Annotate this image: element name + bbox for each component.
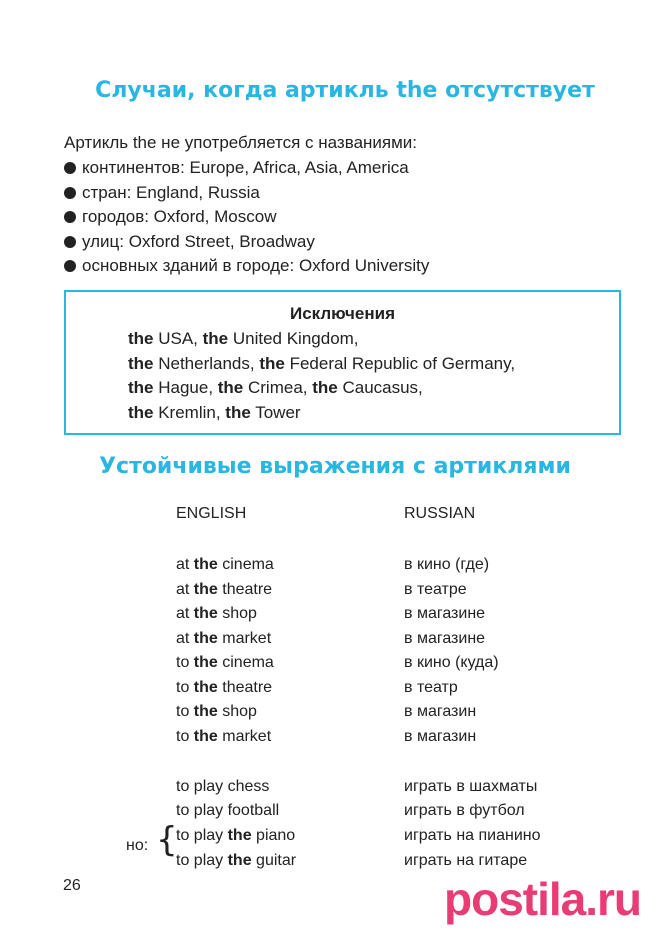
bullet-text: городов: Oxford, Moscow — [82, 207, 277, 226]
expression-part: cinema — [217, 556, 274, 573]
expression-english — [176, 603, 257, 627]
article-word: the — [193, 728, 218, 745]
expression-english — [176, 628, 271, 652]
article-word: the — [259, 353, 285, 373]
article-word: the — [227, 827, 252, 844]
bullet-text: континентов: Europe, Africa, Asia, America — [82, 158, 409, 177]
expression-english — [176, 776, 269, 800]
section-heading-set-expressions: Устойчивые выражения с артиклями — [99, 454, 571, 479]
intro-text: Артикль the не употребляется с названиями: — [64, 133, 418, 152]
expression-english — [176, 800, 279, 824]
expression-part: market — [217, 728, 272, 745]
exception-text: Netherlands, — [153, 353, 260, 373]
page-number: 26 — [63, 877, 81, 894]
article-word: the — [217, 378, 244, 397]
article-word: the — [312, 378, 338, 397]
expression-part: to play football — [176, 802, 280, 819]
section-heading-no-article: Случаи, когда артикль the отсутствует — [95, 78, 595, 103]
expression-russian: в магазине — [404, 605, 486, 622]
article-word: the — [193, 654, 218, 671]
expression-english — [176, 825, 295, 849]
expression-english — [176, 726, 271, 750]
article-word: the — [202, 329, 229, 348]
expression-part: at — [176, 630, 194, 647]
watermark-logo: postila.ru — [444, 873, 642, 925]
list-item — [64, 206, 429, 231]
bullet-dot-icon — [64, 236, 76, 248]
expression-russian: в кино (куда) — [404, 654, 499, 671]
expression-russian: в театре — [404, 581, 467, 598]
list-item — [64, 255, 429, 280]
list-item — [64, 231, 429, 256]
expression-russian: в магазин — [404, 703, 477, 720]
article-word: the — [227, 852, 252, 869]
column-header-english: ENGLISH — [176, 505, 247, 522]
expression-part: shop — [217, 605, 257, 622]
expression-part: at — [176, 556, 194, 573]
bullet-dot-icon — [64, 162, 76, 174]
article-word: the — [193, 581, 218, 598]
expression-english — [176, 850, 296, 874]
article-word: the — [128, 402, 154, 422]
expression-part: piano — [251, 827, 296, 844]
expression-part: to play — [176, 852, 228, 869]
expression-english — [176, 701, 257, 725]
exception-text: Kremlin, — [153, 402, 226, 422]
exceptions-title: Исключения — [289, 304, 396, 323]
expression-english — [176, 579, 272, 603]
list-item — [64, 182, 429, 207]
but-label: но: — [126, 837, 149, 854]
bullet-list — [64, 157, 429, 280]
expression-english — [176, 677, 272, 701]
expression-part: at — [176, 605, 194, 622]
bullet-text: улиц: Oxford Street, Broadway — [82, 231, 315, 251]
expression-part: to play — [176, 827, 228, 844]
expression-russian: играть в футбол — [404, 802, 525, 819]
expression-part: to — [176, 728, 194, 745]
article-word: the — [193, 630, 218, 647]
bullet-dot-icon — [64, 211, 76, 223]
exception-text: Tower — [250, 402, 301, 422]
exception-line — [128, 353, 515, 378]
exception-line — [128, 377, 515, 402]
expression-part: theatre — [217, 581, 273, 598]
curly-brace-icon: { — [156, 820, 178, 860]
expression-russian: в театр — [404, 679, 458, 696]
exception-text: Caucasus, — [337, 378, 423, 397]
exception-text: Crimea, — [243, 378, 313, 397]
expression-english — [176, 652, 274, 676]
expression-part: shop — [217, 703, 257, 720]
column-header-russian: RUSSIAN — [404, 505, 476, 522]
article-word: the — [193, 605, 218, 622]
exceptions-box — [64, 290, 621, 435]
expression-part: at — [176, 581, 194, 598]
expression-part: to — [176, 703, 194, 720]
expression-part: guitar — [251, 852, 297, 869]
exception-text: Federal Republic of Germany, — [284, 353, 516, 373]
expression-russian: в кино (где) — [404, 556, 490, 573]
expression-russian: играть на пианино — [404, 827, 541, 844]
article-word: the — [193, 703, 218, 720]
exception-line — [128, 402, 515, 427]
expression-part: to play chess — [176, 778, 270, 795]
article-word: the — [193, 679, 218, 696]
expression-russian: играть в шахматы — [404, 778, 538, 795]
expression-russian: в магазин — [404, 728, 477, 745]
expression-russian: играть на гитаре — [404, 852, 528, 869]
exception-line — [128, 328, 515, 353]
exception-text: Hague, — [153, 378, 218, 397]
exceptions-lines — [128, 328, 515, 426]
article-word: the — [128, 353, 154, 373]
article-word: the — [128, 378, 154, 397]
exception-text: USA, — [153, 329, 203, 348]
article-word: the — [128, 329, 154, 348]
list-item — [64, 157, 429, 182]
expression-part: to — [176, 679, 194, 696]
exception-text: United Kingdom, — [228, 329, 359, 348]
bullet-dot-icon — [64, 187, 76, 199]
bullet-text: основных зданий в городе: Oxford University — [82, 256, 430, 275]
expression-english — [176, 554, 274, 578]
bullet-dot-icon — [64, 260, 76, 272]
article-word: the — [193, 556, 218, 573]
bullet-text: стран: England, Russia — [82, 182, 260, 202]
expression-part: cinema — [217, 654, 274, 671]
expression-russian: в магазине — [404, 630, 486, 647]
expression-part: market — [217, 630, 272, 647]
article-word: the — [225, 402, 251, 422]
expression-part: to — [176, 654, 194, 671]
expression-part: theatre — [217, 679, 273, 696]
